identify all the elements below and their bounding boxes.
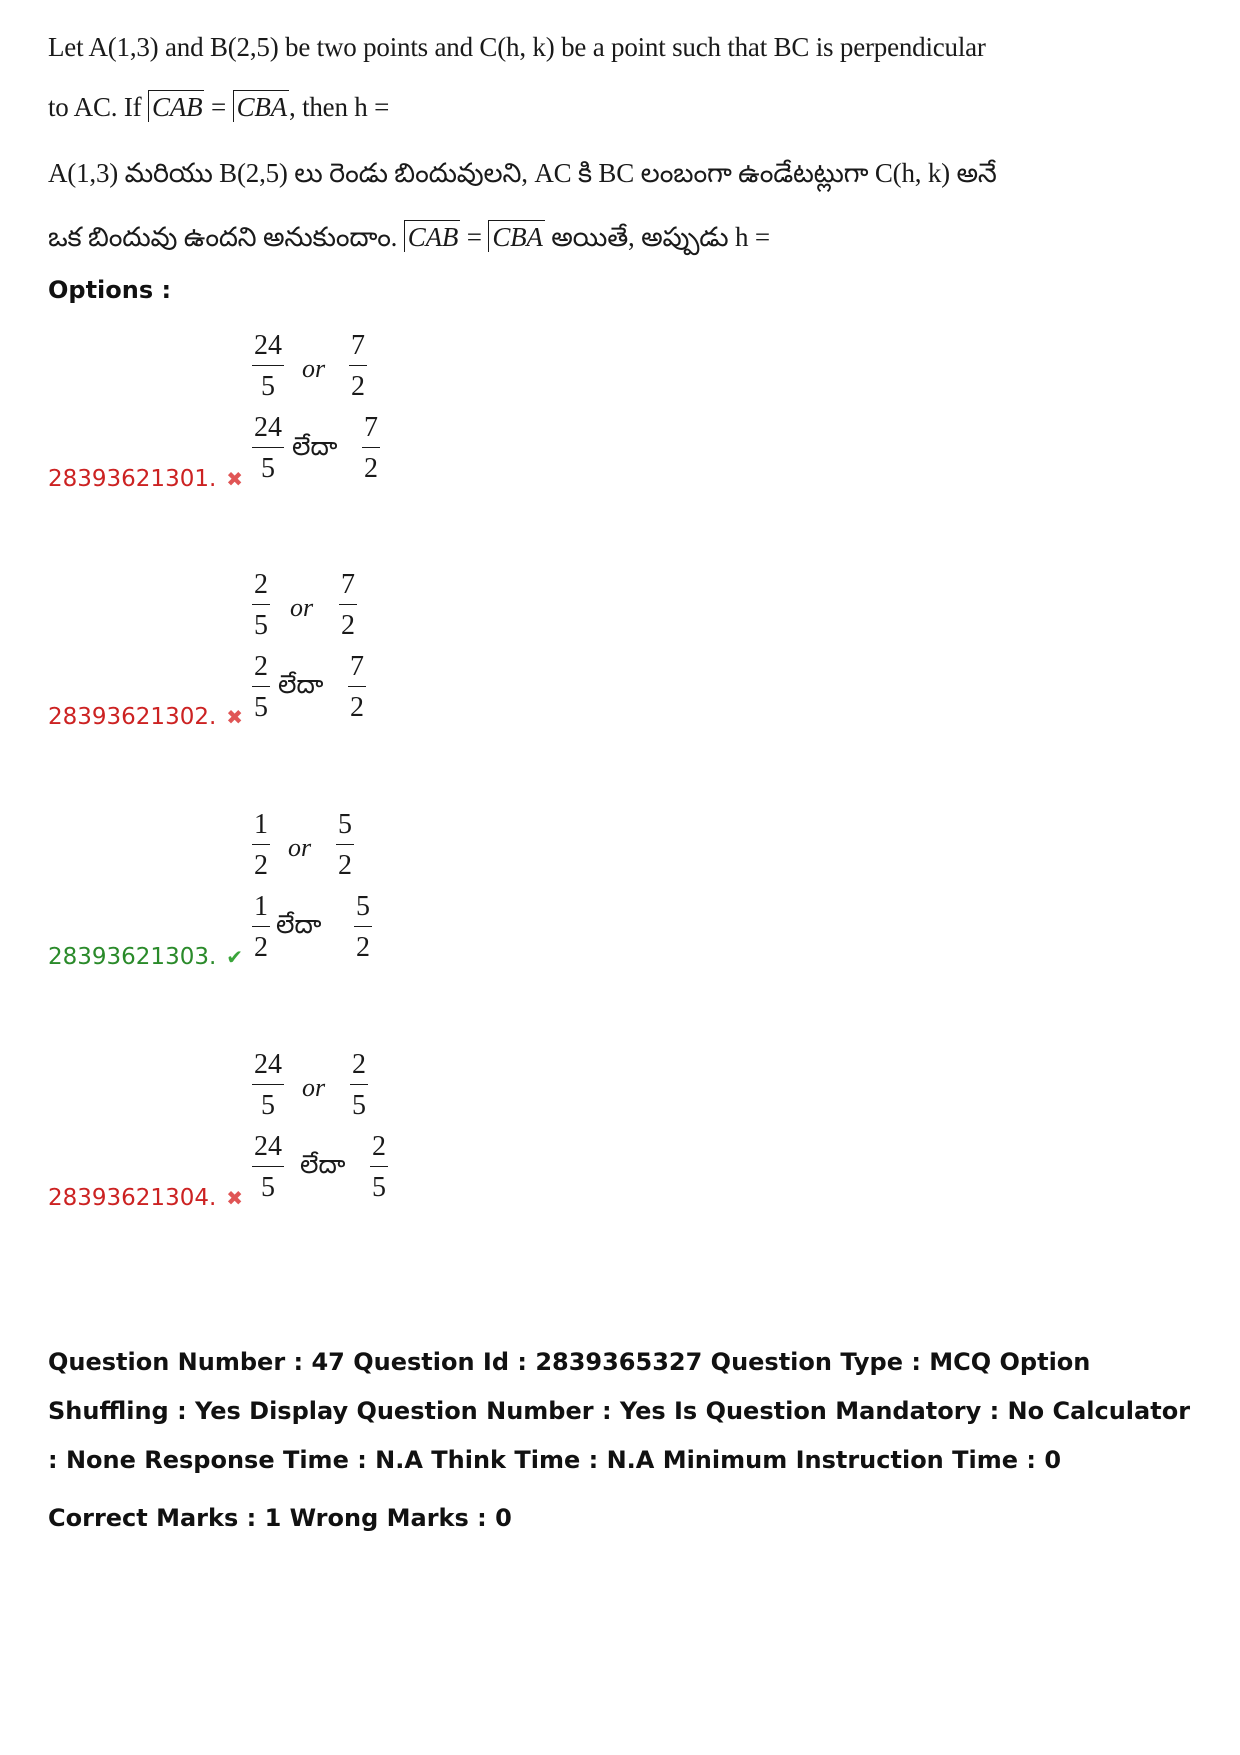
- denominator: 2: [341, 610, 355, 641]
- marks-info: Correct Marks : 1 Wrong Marks : 0: [48, 1504, 512, 1532]
- numerator: 24: [252, 1133, 284, 1167]
- option-1-id: [48, 466, 243, 492]
- numerator: 2: [252, 571, 270, 605]
- question-text-line-2: [48, 92, 389, 123]
- denominator: 5: [261, 453, 275, 484]
- numerator: 7: [348, 653, 366, 687]
- angle-cab-telugu: CAB: [404, 220, 460, 252]
- angle-cab: CAB: [148, 90, 204, 122]
- equals-sign-telugu: =: [460, 222, 489, 252]
- option-id-text: 28393621302.: [48, 704, 217, 730]
- numerator: 7: [362, 414, 380, 448]
- option-id-text: 28393621304.: [48, 1185, 217, 1211]
- option-1-fraction-a-en: [252, 332, 284, 401]
- option-4-or-te: లేదా: [300, 1150, 346, 1179]
- telugu-text-prefix: ఒక బిందువు ఉందని అనుకుందాం.: [48, 222, 404, 252]
- option-1-fraction-b-en: [349, 332, 367, 401]
- option-2-fraction-b-te: [348, 653, 366, 722]
- numerator: 1: [252, 893, 270, 927]
- option-4-fraction-a-te: [252, 1133, 284, 1202]
- numerator: 5: [354, 893, 372, 927]
- denominator: 2: [350, 692, 364, 723]
- option-2-or-te: లేదా: [278, 670, 324, 699]
- option-3-or-te: లేదా: [276, 910, 322, 939]
- equals-sign: =: [204, 92, 233, 122]
- option-id-text: 28393621303.: [48, 944, 217, 970]
- option-4-or-en: or: [302, 1073, 326, 1102]
- numerator: 5: [336, 811, 354, 845]
- cross-icon: ✖: [226, 705, 244, 729]
- options-label: Options :: [48, 276, 172, 304]
- option-2-fraction-b-en: [339, 571, 357, 640]
- option-4-id: [48, 1185, 243, 1211]
- option-4-fraction-a-en: [252, 1051, 284, 1120]
- cross-icon: ✖: [226, 467, 244, 491]
- denominator: 2: [351, 371, 365, 402]
- option-4-fraction-b-te: [370, 1133, 388, 1202]
- denominator: 5: [254, 692, 268, 723]
- option-4-fraction-b-en: [350, 1051, 368, 1120]
- denominator: 2: [356, 932, 370, 963]
- numerator: 7: [349, 332, 367, 366]
- question-text-prefix: to AC. If: [48, 92, 149, 122]
- option-3-fraction-b-en: [336, 811, 354, 880]
- question-text-suffix: , then h =: [288, 92, 390, 122]
- question-text-telugu-line-2: [48, 222, 770, 260]
- numerator: 2: [252, 653, 270, 687]
- option-3-id: [48, 944, 243, 970]
- option-3-or-en: or: [288, 833, 312, 862]
- numerator: 2: [350, 1051, 368, 1085]
- numerator: 24: [252, 332, 284, 366]
- option-id-text: 28393621301.: [48, 466, 217, 492]
- denominator: 2: [338, 850, 352, 881]
- option-2-fraction-a-en: [252, 571, 270, 640]
- checkmark-icon: ✔: [226, 945, 244, 969]
- option-2-or-en: or: [290, 593, 314, 622]
- denominator: 5: [261, 371, 275, 402]
- numerator: 1: [252, 811, 270, 845]
- option-1-or-te: లేదా: [292, 432, 338, 461]
- numerator: 24: [252, 1051, 284, 1085]
- denominator: 2: [254, 932, 268, 963]
- option-1-fraction-b-te: [362, 414, 380, 483]
- numerator: 2: [370, 1133, 388, 1167]
- denominator: 5: [254, 610, 268, 641]
- denominator: 5: [352, 1090, 366, 1121]
- denominator: 2: [254, 850, 268, 881]
- denominator: 5: [261, 1172, 275, 1203]
- option-2-id: [48, 704, 243, 730]
- cross-icon: ✖: [226, 1186, 244, 1210]
- option-3-fraction-a-te: [252, 893, 270, 962]
- question-text-telugu-line-1: A(1,3) మరియు B(2,5) లు రెండు బిందువులని, AC కి BC లంబంగా ఉండేటట్లుగా C(h, k) అనే: [48, 158, 997, 188]
- angle-cba: CBA: [233, 90, 289, 122]
- option-1-or-en: or: [302, 354, 326, 383]
- question-metadata: Question Number : 47 Question Id : 2839365327 Question Type : MCQ Option Shuffling : Yes Display Question Number : Yes Is Question Mandatory : No Calculator : None Response Time : N.A Think Time : N.A Minimum Instruction Time : 0: [48, 1348, 1191, 1474]
- denominator: 5: [372, 1172, 386, 1203]
- numerator: 7: [339, 571, 357, 605]
- option-3-fraction-b-te: [354, 893, 372, 962]
- option-3-fraction-a-en: [252, 811, 270, 880]
- angle-cba-telugu: CBA: [488, 220, 544, 252]
- option-1-fraction-a-te: [252, 414, 284, 483]
- numerator: 24: [252, 414, 284, 448]
- option-2-fraction-a-te: [252, 653, 270, 722]
- question-text-line-1: Let A(1,3) and B(2,5) be two points and C(h, k) be a point such that BC is perpendicular: [48, 32, 986, 62]
- telugu-text-suffix: అయితే, అప్పుడు h =: [544, 222, 770, 252]
- denominator: 2: [364, 453, 378, 484]
- denominator: 5: [261, 1090, 275, 1121]
